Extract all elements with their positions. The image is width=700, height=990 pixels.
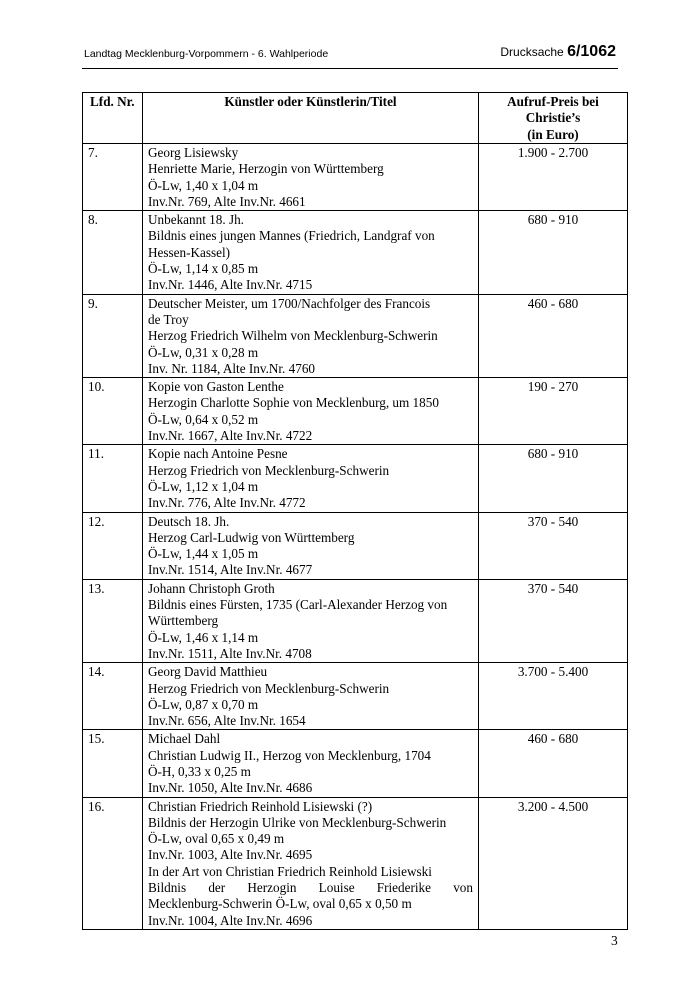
description-line: Ö-Lw, 0,87 x 0,70 m bbox=[148, 696, 259, 712]
table-row bbox=[83, 211, 628, 294]
page-number: 3 bbox=[611, 933, 618, 948]
description-line: In der Art von Christian Friedrich Reinhold Lisiewski bbox=[148, 863, 432, 879]
description-line: Inv. Nr. 1184, Alte Inv.Nr. 4760 bbox=[148, 360, 316, 376]
description-line: Ö-H, 0,33 x 0,25 m bbox=[148, 763, 251, 779]
row-description bbox=[143, 144, 479, 211]
header-artist-title: Künstler oder Künstlerin/Titel bbox=[143, 93, 479, 144]
description-line: Württemberg bbox=[148, 613, 219, 629]
page-header bbox=[82, 42, 618, 69]
header-price-line-1: Aufruf-Preis bei bbox=[507, 94, 599, 109]
description-line: Hessen-Kassel) bbox=[148, 244, 231, 260]
row-number: 13. bbox=[83, 579, 143, 662]
row-price: 370 - 540 bbox=[479, 512, 628, 579]
description-line: Herzog Carl-Ludwig von Württemberg bbox=[148, 529, 355, 545]
row-number: 9. bbox=[83, 294, 143, 377]
table-row bbox=[83, 294, 628, 377]
description-line: Inv.Nr. 1446, Alte Inv.Nr. 4715 bbox=[148, 277, 313, 293]
header-document-ref bbox=[500, 43, 616, 61]
header-price bbox=[479, 93, 628, 144]
description-line: Ö-Lw, 1,14 x 0,85 m bbox=[148, 261, 259, 277]
description-line: Unbekannt 18. Jh. bbox=[148, 212, 244, 228]
row-description bbox=[143, 663, 479, 730]
description-line: Inv.Nr. 1511, Alte Inv.Nr. 4708 bbox=[148, 645, 312, 661]
row-number: 15. bbox=[83, 730, 143, 797]
description-line: Herzog Friedrich von Mecklenburg-Schwerin bbox=[148, 680, 390, 696]
header-lfd-nr: Lfd. Nr. bbox=[83, 93, 143, 144]
row-number: 14. bbox=[83, 663, 143, 730]
description-line: Ö-Lw, 1,12 x 1,04 m bbox=[148, 478, 259, 494]
description-line: Inv.Nr. 1003, Alte Inv.Nr. 4695 bbox=[148, 847, 313, 863]
description-line: Herzogin Charlotte Sophie von Mecklenburg, um 1850 bbox=[148, 395, 439, 411]
header-doc-number: 6/1062 bbox=[567, 43, 616, 60]
description-line: Bildnis eines jungen Mannes (Friedrich, Landgraf von bbox=[148, 228, 435, 244]
description-line: Inv.Nr. 769, Alte Inv.Nr. 4661 bbox=[148, 193, 306, 209]
description-line: Bildnis eines Fürsten, 1735 (Carl-Alexander Herzog von bbox=[148, 597, 448, 613]
row-price: 460 - 680 bbox=[479, 730, 628, 797]
description-line: Bildnis der Herzogin Louise Friederike von bbox=[148, 880, 473, 896]
row-price: 370 - 540 bbox=[479, 579, 628, 662]
row-number: 8. bbox=[83, 211, 143, 294]
description-line: Ö-Lw, 1,46 x 1,14 m bbox=[148, 629, 259, 645]
table-header-row bbox=[83, 93, 628, 144]
table-row bbox=[83, 730, 628, 797]
description-line: de Troy bbox=[148, 311, 189, 327]
description-line: Herzog Friedrich von Mecklenburg-Schwerin bbox=[148, 462, 390, 478]
description-line: Ö-Lw, 0,31 x 0,28 m bbox=[148, 344, 259, 360]
description-line: Georg David Matthieu bbox=[148, 664, 268, 680]
table-row bbox=[83, 144, 628, 211]
row-description bbox=[143, 294, 479, 377]
description-line: Ö-Lw, oval 0,65 x 0,49 m bbox=[148, 831, 285, 847]
description-line: Herzog Friedrich Wilhelm von Mecklenburg-Schwerin bbox=[148, 328, 438, 344]
row-price: 3.700 - 5.400 bbox=[479, 663, 628, 730]
row-number: 12. bbox=[83, 512, 143, 579]
description-line: Christian Ludwig II., Herzog von Mecklenburg, 1704 bbox=[148, 747, 431, 763]
row-description bbox=[143, 797, 479, 929]
row-description bbox=[143, 378, 479, 445]
description-line: Ö-Lw, 1,40 x 1,04 m bbox=[148, 177, 259, 193]
description-line: Mecklenburg-Schwerin Ö-Lw, oval 0,65 x 0,50 m bbox=[148, 896, 412, 912]
table-row bbox=[83, 512, 628, 579]
row-description bbox=[143, 730, 479, 797]
header-parliament-label: Landtag Mecklenburg-Vorpommern - 6. Wahlperiode bbox=[84, 48, 329, 60]
row-price: 190 - 270 bbox=[479, 378, 628, 445]
row-number: 7. bbox=[83, 144, 143, 211]
row-description bbox=[143, 211, 479, 294]
row-number: 11. bbox=[83, 445, 143, 512]
description-line: Kopie von Gaston Lenthe bbox=[148, 379, 284, 395]
row-price: 460 - 680 bbox=[479, 294, 628, 377]
row-number: 16. bbox=[83, 797, 143, 929]
description-line: Henriette Marie, Herzogin von Württemberg bbox=[148, 161, 384, 177]
row-price: 1.900 - 2.700 bbox=[479, 144, 628, 211]
description-line: Michael Dahl bbox=[148, 731, 221, 747]
description-line: Deutsch 18. Jh. bbox=[148, 513, 230, 529]
description-line: Inv.Nr. 656, Alte Inv.Nr. 1654 bbox=[148, 713, 306, 729]
row-price: 680 - 910 bbox=[479, 445, 628, 512]
description-line: Inv.Nr. 1667, Alte Inv.Nr. 4722 bbox=[148, 428, 313, 444]
row-price: 680 - 910 bbox=[479, 211, 628, 294]
row-description bbox=[143, 445, 479, 512]
header-doc-label: Drucksache bbox=[500, 45, 564, 59]
row-description bbox=[143, 579, 479, 662]
table-row bbox=[83, 663, 628, 730]
header-price-line-2: Christie’s bbox=[525, 110, 581, 126]
table-row bbox=[83, 378, 628, 445]
description-line: Inv.Nr. 1514, Alte Inv.Nr. 4677 bbox=[148, 562, 313, 578]
description-line: Inv.Nr. 1004, Alte Inv.Nr. 4696 bbox=[148, 912, 313, 928]
artwork-table bbox=[82, 92, 628, 930]
description-line: Christian Friedrich Reinhold Lisiewski (?) bbox=[148, 798, 373, 814]
table-row bbox=[83, 579, 628, 662]
description-line: Johann Christoph Groth bbox=[148, 580, 275, 596]
description-line: Kopie nach Antoine Pesne bbox=[148, 446, 288, 462]
row-number: 10. bbox=[83, 378, 143, 445]
row-price: 3.200 - 4.500 bbox=[479, 797, 628, 929]
description-line: Inv.Nr. 776, Alte Inv.Nr. 4772 bbox=[148, 495, 306, 511]
description-line: Deutscher Meister, um 1700/Nachfolger des Francois bbox=[148, 295, 431, 311]
description-line: Ö-Lw, 1,44 x 1,05 m bbox=[148, 546, 259, 562]
table-row bbox=[83, 445, 628, 512]
header-price-line-3: (in Euro) bbox=[527, 126, 579, 142]
description-line: Georg Lisiewsky bbox=[148, 145, 239, 160]
table-row bbox=[83, 797, 628, 929]
description-line: Bildnis der Herzogin Ulrike von Mecklenburg-Schwerin bbox=[148, 814, 447, 830]
row-description bbox=[143, 512, 479, 579]
description-line: Ö-Lw, 0,64 x 0,52 m bbox=[148, 411, 259, 427]
description-line: Inv.Nr. 1050, Alte Inv.Nr. 4686 bbox=[148, 780, 313, 796]
